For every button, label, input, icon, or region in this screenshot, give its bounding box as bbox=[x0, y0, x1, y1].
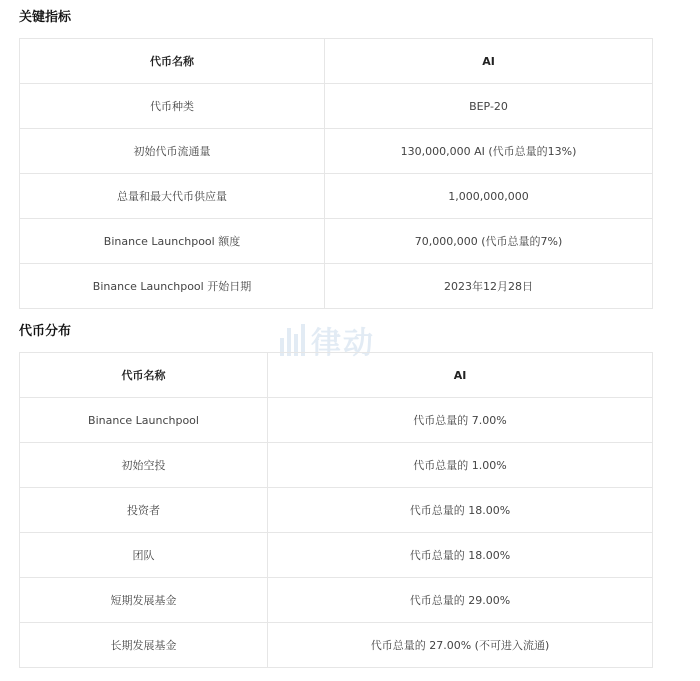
row-label: 总量和最大代币供应量 bbox=[20, 174, 325, 219]
row-value: 代币总量的 7.00% bbox=[268, 398, 653, 443]
table-row bbox=[20, 533, 653, 578]
row-value: 代币总量的 18.00% bbox=[268, 533, 653, 578]
row-label: 团队 bbox=[20, 533, 268, 578]
table-row bbox=[20, 84, 653, 129]
table-row bbox=[20, 443, 653, 488]
section-title-token-distribution: 代币分布 bbox=[19, 324, 72, 339]
key-metrics-table bbox=[19, 38, 653, 309]
row-label: Binance Launchpool 开始日期 bbox=[20, 264, 325, 309]
header-token-name: 代币名称 bbox=[20, 39, 325, 84]
section-title-key-metrics: 关键指标 bbox=[19, 10, 72, 25]
row-value: 代币总量的 29.00% bbox=[268, 578, 653, 623]
row-value: 代币总量的 18.00% bbox=[268, 488, 653, 533]
row-label: 初始代币流通量 bbox=[20, 129, 325, 174]
token-distribution-table bbox=[19, 352, 653, 668]
row-value: 70,000,000 (代币总量的7%) bbox=[325, 219, 653, 264]
table-row bbox=[20, 578, 653, 623]
row-label: 长期发展基金 bbox=[20, 623, 268, 668]
table-row bbox=[20, 398, 653, 443]
row-value: 代币总量的 1.00% bbox=[268, 443, 653, 488]
row-value: 代币总量的 27.00% (不可进入流通) bbox=[268, 623, 653, 668]
table-header-row bbox=[20, 39, 653, 84]
table-row bbox=[20, 219, 653, 264]
header-token-name: 代币名称 bbox=[20, 353, 268, 398]
header-token-symbol: AI bbox=[268, 353, 653, 398]
table-row bbox=[20, 174, 653, 219]
row-label: 初始空投 bbox=[20, 443, 268, 488]
table-row bbox=[20, 264, 653, 309]
row-value: BEP-20 bbox=[325, 84, 653, 129]
table-row bbox=[20, 129, 653, 174]
row-label: 代币种类 bbox=[20, 84, 325, 129]
row-value: 2023年12月28日 bbox=[325, 264, 653, 309]
row-label: 投资者 bbox=[20, 488, 268, 533]
watermark-text: 律动 bbox=[311, 326, 375, 361]
header-token-symbol: AI bbox=[325, 39, 653, 84]
table-header-row bbox=[20, 353, 653, 398]
row-label: 短期发展基金 bbox=[20, 578, 268, 623]
row-value: 1,000,000,000 bbox=[325, 174, 653, 219]
table-row bbox=[20, 623, 653, 668]
row-label: Binance Launchpool 额度 bbox=[20, 219, 325, 264]
row-label: Binance Launchpool bbox=[20, 398, 268, 443]
row-value: 130,000,000 AI (代币总量的13%) bbox=[325, 129, 653, 174]
table-row bbox=[20, 488, 653, 533]
